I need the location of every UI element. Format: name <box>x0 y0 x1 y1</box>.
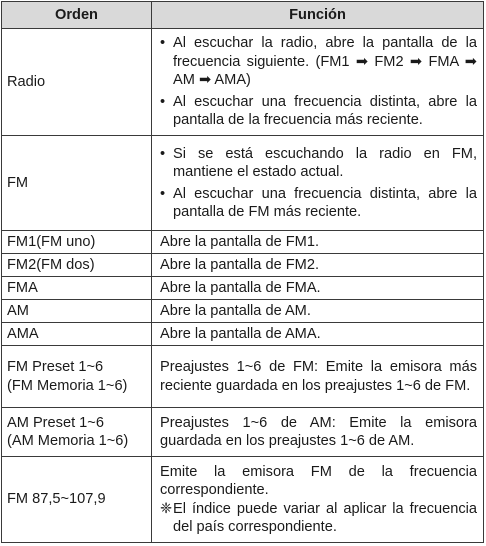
note-item: ❈ El índice puede variar al aplicar la frecuencia del país correspondiente. <box>160 500 477 535</box>
table-header-row <box>1 1 484 29</box>
orden-cell: FM1(FM uno) <box>2 231 152 253</box>
orden-cell: FM Preset 1~6 (FM Memoria 1~6) <box>2 346 152 407</box>
funcion-cell: Abre la pantalla de AM. <box>160 302 311 319</box>
orden-cell: FM2(FM dos) <box>2 254 152 276</box>
funcion-cell <box>152 29 483 135</box>
note-mark: ❈ <box>160 500 173 517</box>
orden-cell: FMA <box>2 277 152 299</box>
table-row <box>1 231 484 254</box>
table-row <box>1 346 484 408</box>
bullet-mark: • <box>160 186 166 202</box>
funcion-cell: Abre la pantalla de AMA. <box>160 325 321 342</box>
table-row <box>1 300 484 323</box>
table-row <box>1 277 484 300</box>
table-row <box>1 457 484 543</box>
command-table <box>1 1 484 543</box>
funcion-cell: Abre la pantalla de FM1. <box>160 233 319 250</box>
funcion-cell: Preajustes 1~6 de AM: Emite la emisora guardada en los preajustes 1~6 de AM. <box>160 414 477 449</box>
funcion-cell: Emite la emisora FM de la frecuencia correspondiente. ❈ El índice puede variar al aplicar la frecuencia del país correspondiente. <box>160 464 477 535</box>
header-orden: Orden <box>2 2 152 28</box>
bullet-mark: • <box>160 35 166 52</box>
bullet-item: • Al escuchar una frecuencia distinta, abre la pantalla de la frecuencia más reciente. <box>160 94 477 129</box>
bullet-mark: • <box>160 94 166 111</box>
bullet-item: • Si se está escuchando la radio en FM, mantiene el estado actual. <box>160 145 477 180</box>
orden-cell: Radio <box>2 29 152 135</box>
table-row <box>1 136 484 231</box>
table-row <box>1 323 484 346</box>
orden-cell: AMA <box>2 323 152 345</box>
funcion-cell <box>152 136 483 230</box>
funcion-cell: Abre la pantalla de FM2. <box>160 256 319 273</box>
orden-cell: AM Preset 1~6 (AM Memoria 1~6) <box>2 408 152 456</box>
funcion-cell: Abre la pantalla de FMA. <box>160 279 321 296</box>
table-row <box>1 254 484 277</box>
bullet-item: • Al escuchar una frecuencia distinta, abre la pantalla de FM más reciente. <box>160 186 477 221</box>
orden-cell: AM <box>2 300 152 322</box>
funcion-cell: Preajustes 1~6 de FM: Emite la emisora más reciente guardada en los preajustes 1~6 de FM. <box>160 359 477 394</box>
orden-cell: FM 87,5~107,9 <box>2 457 152 542</box>
bullet-item: • Al escuchar la radio, abre la pantalla de la frecuencia siguiente. (FM1 ➡ FM2 ➡ FMA ➡ AM ➡ AMA) <box>160 35 477 88</box>
orden-cell: FM <box>2 136 152 230</box>
table-row <box>1 29 484 136</box>
header-funcion: Función <box>289 6 346 23</box>
table-row <box>1 408 484 457</box>
bullet-mark: • <box>160 145 166 162</box>
